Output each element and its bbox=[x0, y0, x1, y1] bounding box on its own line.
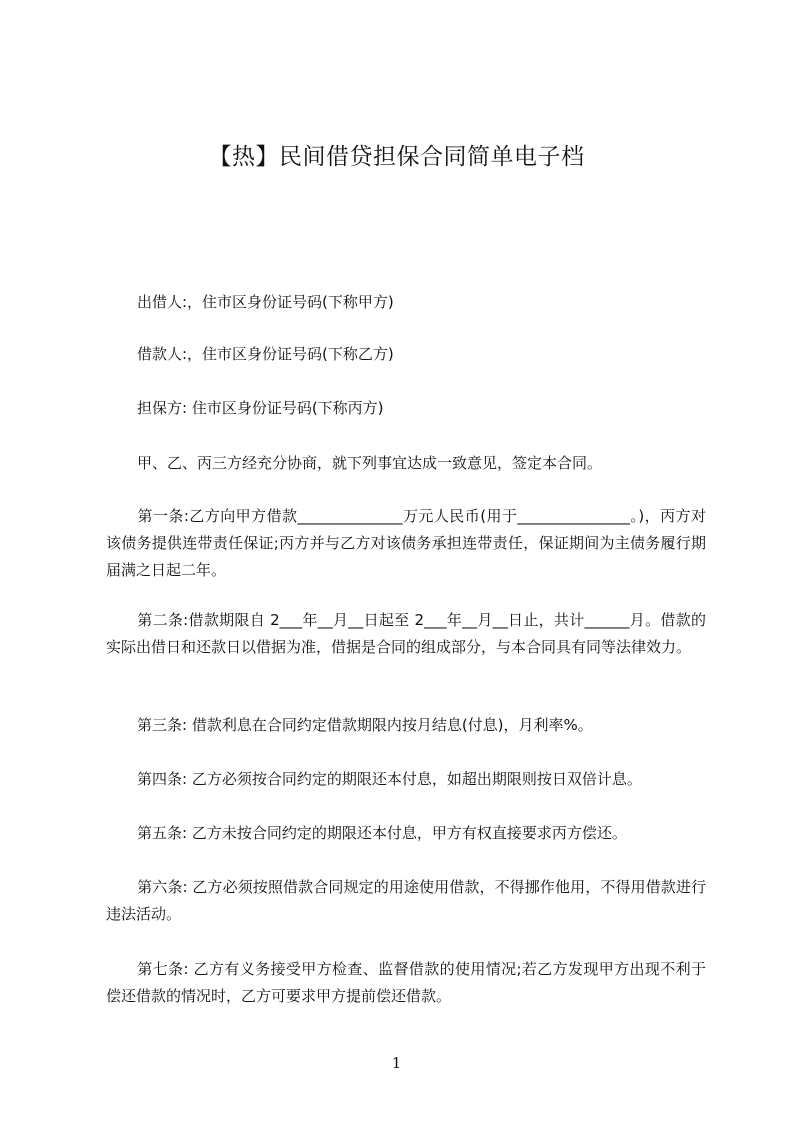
paragraph-agreement bbox=[137, 450, 737, 477]
page-number: 1 bbox=[391, 1054, 402, 1072]
document-title: 【热】民间借贷担保合同简单电子档 bbox=[208, 144, 585, 170]
clause-text: 第七条: 乙方有义务接受甲方检查、监督借款的使用情况;若乙方发现甲方出现不利于偿还借款的情况时，乙方可要求甲方提前偿还借款。 bbox=[106, 960, 706, 1005]
clause-text: 第四条: 乙方必须按合同约定的期限还本付息，如超出期限则按日双倍计息。 bbox=[137, 770, 642, 788]
clause-4 bbox=[137, 766, 737, 793]
clause-3 bbox=[137, 712, 737, 739]
paragraph-guarantor bbox=[137, 395, 737, 422]
clause-7 bbox=[106, 956, 706, 1010]
clause-text: 第一条:乙方向甲方借款______________万元人民币(用于_______________。)，丙方对该债务提供连带责任保证;丙方并与乙方对该债务承担连带责任，保证期间为主债务履行期届满之日起二年。 bbox=[106, 507, 706, 579]
paragraph-text: 出借人:，住市区身份证号码(下称甲方) bbox=[137, 293, 394, 311]
clause-2 bbox=[106, 607, 706, 661]
clause-text: 第五条: 乙方未按合同约定的期限还本付息，甲方有权直接要求丙方偿还。 bbox=[137, 824, 627, 842]
clause-1 bbox=[106, 503, 706, 584]
paragraph-text: 借款人:，住市区身份证号码(下称乙方) bbox=[137, 345, 394, 363]
clause-text: 第二条:借款期限自 2___年__月__日起至 2___年__月__日止，共计______月。借款的实际出借日和还款日以借据为准，借据是合同的组成部分，与本合同具有同等法律效力。 bbox=[106, 611, 706, 656]
clause-text: 第六条: 乙方必须按照借款合同规定的用途使用借款，不得挪作他用，不得用借款进行违法活动。 bbox=[106, 878, 706, 923]
paragraph-text: 担保方: 住市区身份证号码(下称丙方) bbox=[137, 399, 384, 417]
paragraph-borrower bbox=[137, 341, 737, 368]
clause-text: 第三条: 借款利息在合同约定借款期限内按月结息(付息)，月利率%。 bbox=[137, 716, 593, 734]
paragraph-lender bbox=[137, 289, 737, 316]
clause-6 bbox=[106, 874, 706, 928]
paragraph-text: 甲、乙、丙三方经充分协商，就下列事宜达成一致意见，签定本合同。 bbox=[137, 454, 603, 472]
clause-5 bbox=[137, 820, 737, 847]
